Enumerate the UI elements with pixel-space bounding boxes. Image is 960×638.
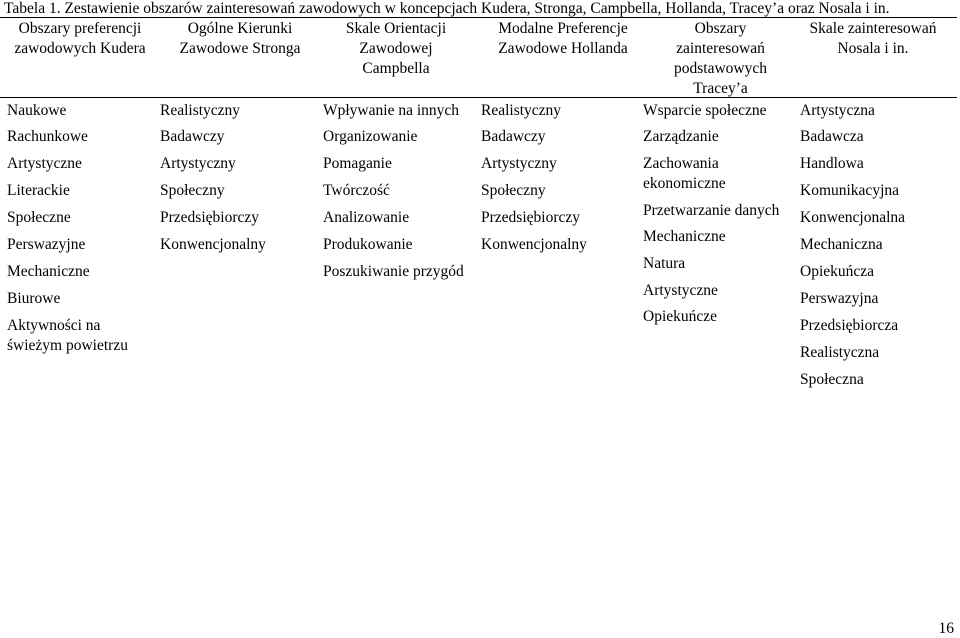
table-header-rule	[0, 97, 957, 98]
tracey-item: Opiekuńcze	[643, 308, 718, 325]
campbell-item: Analizowanie	[323, 209, 410, 226]
campbell-item: Wpływanie na innych	[323, 102, 460, 119]
tracey-item: Przetwarzanie danych	[643, 202, 780, 219]
nosal-item: Artystyczna	[800, 102, 875, 119]
kuder-item: Literackie	[7, 182, 70, 199]
kuder-item: Biurowe	[7, 290, 61, 307]
nosal-item: Realistyczna	[800, 344, 880, 361]
kuder-item: Aktywności na świeżym powietrzu	[7, 317, 128, 354]
header-holland: Modalne Preferencje Zawodowe Hollanda	[498, 20, 628, 57]
nosal-item: Opiekuńcza	[800, 263, 875, 280]
holland-item: Społeczny	[481, 182, 546, 199]
holland-item: Artystyczny	[481, 155, 557, 172]
nosal-item: Badawcza	[800, 128, 864, 145]
header-campbell: Skale Orientacji Zawodowej Campbella	[345, 20, 447, 77]
nosal-item: Komunikacyjna	[800, 182, 900, 199]
campbell-item: Organizowanie	[323, 128, 418, 145]
kuder-item: Mechaniczne	[7, 263, 90, 280]
kuder-item: Artystyczne	[7, 155, 82, 172]
strong-item: Artystyczny	[160, 155, 236, 172]
nosal-item: Perswazyjna	[800, 290, 879, 307]
tracey-item: Mechaniczne	[643, 228, 726, 245]
table-caption: Tabela 1. Zestawienie obszarów zainteresowań zawodowych w koncepcjach Kudera, Stronga, Campbella, Hollanda, Tracey’a oraz Nosala i in.	[4, 0, 890, 17]
kuder-item: Naukowe	[7, 102, 67, 119]
header-tracey: Obszary zainteresowań podstawowych Tracey’a	[674, 20, 767, 97]
nosal-item: Przedsiębiorcza	[800, 317, 899, 334]
kuder-item: Społeczne	[7, 209, 71, 226]
campbell-item: Pomaganie	[323, 155, 392, 172]
strong-item: Przedsiębiorczy	[160, 209, 259, 226]
tracey-item: Artystyczne	[643, 282, 718, 299]
campbell-item: Poszukiwanie przygód	[323, 263, 464, 280]
kuder-item: Rachunkowe	[7, 128, 88, 145]
holland-item: Badawczy	[481, 128, 546, 145]
header-kuder: Obszary preferencji zawodowych Kudera	[14, 20, 146, 57]
campbell-item: Twórczość	[323, 182, 390, 199]
nosal-item: Handlowa	[800, 155, 864, 172]
nosal-item: Konwencjonalna	[800, 209, 906, 226]
nosal-item: Mechaniczna	[800, 236, 883, 253]
page-number: 16	[938, 620, 954, 637]
table-top-rule	[0, 17, 957, 18]
tracey-item: Wsparcie społeczne	[643, 102, 767, 119]
holland-item: Konwencjonalny	[481, 236, 587, 253]
strong-item: Konwencjonalny	[160, 236, 266, 253]
campbell-item: Produkowanie	[323, 236, 413, 253]
header-nosal: Skale zainteresowań Nosala i in.	[809, 20, 937, 57]
strong-item: Realistyczny	[160, 102, 241, 119]
tracey-item: Natura	[643, 255, 686, 272]
tracey-item: Zachowania ekonomiczne	[643, 155, 726, 192]
tracey-item: Zarządzanie	[643, 128, 719, 145]
kuder-item: Perswazyjne	[7, 236, 86, 253]
strong-item: Społeczny	[160, 182, 225, 199]
holland-item: Przedsiębiorczy	[481, 209, 580, 226]
nosal-item: Społeczna	[800, 371, 864, 388]
strong-item: Badawczy	[160, 128, 225, 145]
header-strong: Ogólne Kierunki Zawodowe Stronga	[179, 20, 301, 57]
holland-item: Realistyczny	[481, 102, 562, 119]
